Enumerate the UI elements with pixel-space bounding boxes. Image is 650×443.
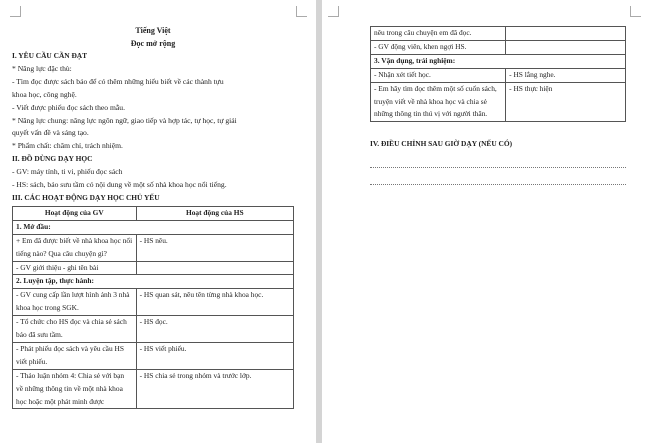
section-heading: II. ĐỒ DÙNG DẠY HỌC (12, 154, 93, 164)
table-row (371, 54, 626, 68)
teacher-activity-cell: - GV giới thiệu - ghi tên bài (13, 261, 137, 275)
student-activity-cell: - HS nêu. (136, 234, 293, 261)
text-line: * Phẩm chất: chăm chỉ, trách nhiệm. (12, 141, 123, 151)
teacher-activity-cell: - GV động viên, khen ngợi HS. (371, 40, 506, 54)
table-row (13, 220, 294, 234)
student-activity-cell: - HS đọc. (136, 316, 293, 343)
text-line: - HS: sách, báo sưu tầm có nội dung về một số nhà khoa học nổi tiếng. (12, 180, 227, 190)
page-corner-mark (296, 6, 307, 17)
student-activity-cell: - HS lắng nghe. (506, 68, 626, 82)
section-heading: IV. ĐIỀU CHỈNH SAU GIỜ DẠY (NẾU CÓ) (370, 139, 513, 149)
text-line: - GV: máy tính, ti vi, phiếu đọc sách (12, 167, 123, 177)
student-activity-cell: - HS chia sẻ trong nhóm và trước lớp. (136, 369, 293, 409)
table-row (371, 82, 626, 122)
activities-table-continued (370, 26, 626, 122)
text-line: khoa học, công nghệ. (12, 89, 77, 99)
teacher-activity-cell: + Em đã được biết về nhà khoa học nổi tiếng nào? Qua câu chuyện gì? (13, 234, 137, 261)
teacher-activity-cell: - Thảo luận nhóm 4: Chia sẻ với bạn về những thông tin về một nhà khoa học hoặc một phát minh được (13, 369, 137, 409)
text-line: quyết vấn đề và sáng tạo. (12, 128, 89, 138)
section-heading: III. CÁC HOẠT ĐỘNG DẠY HỌC CHỦ YẾU (12, 192, 160, 202)
text-line: - Viết được phiếu đọc sách theo mẫu. (12, 102, 125, 112)
student-activity-cell (506, 40, 626, 54)
teacher-activity-cell: - GV cung cấp lần lượt hình ảnh 3 nhà khoa học trong SGK. (13, 289, 137, 316)
teacher-activity-cell: - Tổ chức cho HS đọc và chia sẻ sách báo đã sưu tầm. (13, 316, 137, 343)
table-row (13, 234, 294, 261)
page-corner-mark (630, 6, 641, 17)
materials-list (12, 166, 294, 192)
section-heading: I. YÊU CẦU CẦN ĐẠT (12, 51, 88, 60)
section-row-label: 3. Vận dụng, trải nghiệm: (371, 54, 626, 68)
section-row-label: 1. Mở đầu: (13, 220, 294, 234)
header-gv-activity: Hoạt động của GV (13, 206, 137, 220)
text-line: * Năng lực đặc thù: (12, 63, 72, 73)
text-line: * Năng lực chung: năng lực ngôn ngữ, giao tiếp và hợp tác, tự học, tự giải (12, 115, 237, 125)
table-row (13, 275, 294, 289)
table-row (13, 316, 294, 343)
header-hs-activity: Hoạt động của HS (136, 206, 293, 220)
page-corner-mark (10, 6, 21, 17)
activities-table (12, 206, 294, 410)
table-row (371, 40, 626, 54)
table-row (13, 261, 294, 275)
dotted-line (370, 159, 626, 168)
table-row (13, 369, 294, 409)
student-activity-cell: - HS thực hiện (506, 82, 626, 122)
subject-title: Tiếng Việt (135, 26, 171, 35)
section-row-label: 2. Luyện tập, thực hành: (13, 275, 294, 289)
text-line: - Tìm đọc được sách báo để có thêm những hiểu biết về các thành tựu (12, 76, 224, 86)
requirements-list (12, 63, 294, 153)
teacher-activity-cell: nêu trong câu chuyện em đã đọc. (371, 27, 506, 41)
table-row (371, 68, 626, 82)
student-activity-cell (136, 261, 293, 275)
dotted-line (370, 176, 626, 185)
teacher-activity-cell: - Phát phiếu đọc sách và yêu cầu HS viết phiếu. (13, 342, 137, 369)
page-corner-mark (328, 6, 339, 17)
student-activity-cell (506, 27, 626, 41)
right-page-content (370, 26, 626, 185)
table-row (13, 342, 294, 369)
table-row (13, 289, 294, 316)
table-row (371, 27, 626, 41)
student-activity-cell: - HS viết phiếu. (136, 342, 293, 369)
lesson-title: Đọc mở rộng (130, 39, 176, 48)
teacher-activity-cell: - Nhận xét tiết học. (371, 68, 506, 82)
teacher-activity-cell: - Em hãy tìm đọc thêm một số cuốn sách, truyện viết về nhà khoa học và chia sẻ những thông tin thú vị với người thân. (371, 82, 506, 122)
student-activity-cell: - HS quan sát, nêu tên từng nhà khoa học. (136, 289, 293, 316)
left-page-content (12, 24, 294, 409)
